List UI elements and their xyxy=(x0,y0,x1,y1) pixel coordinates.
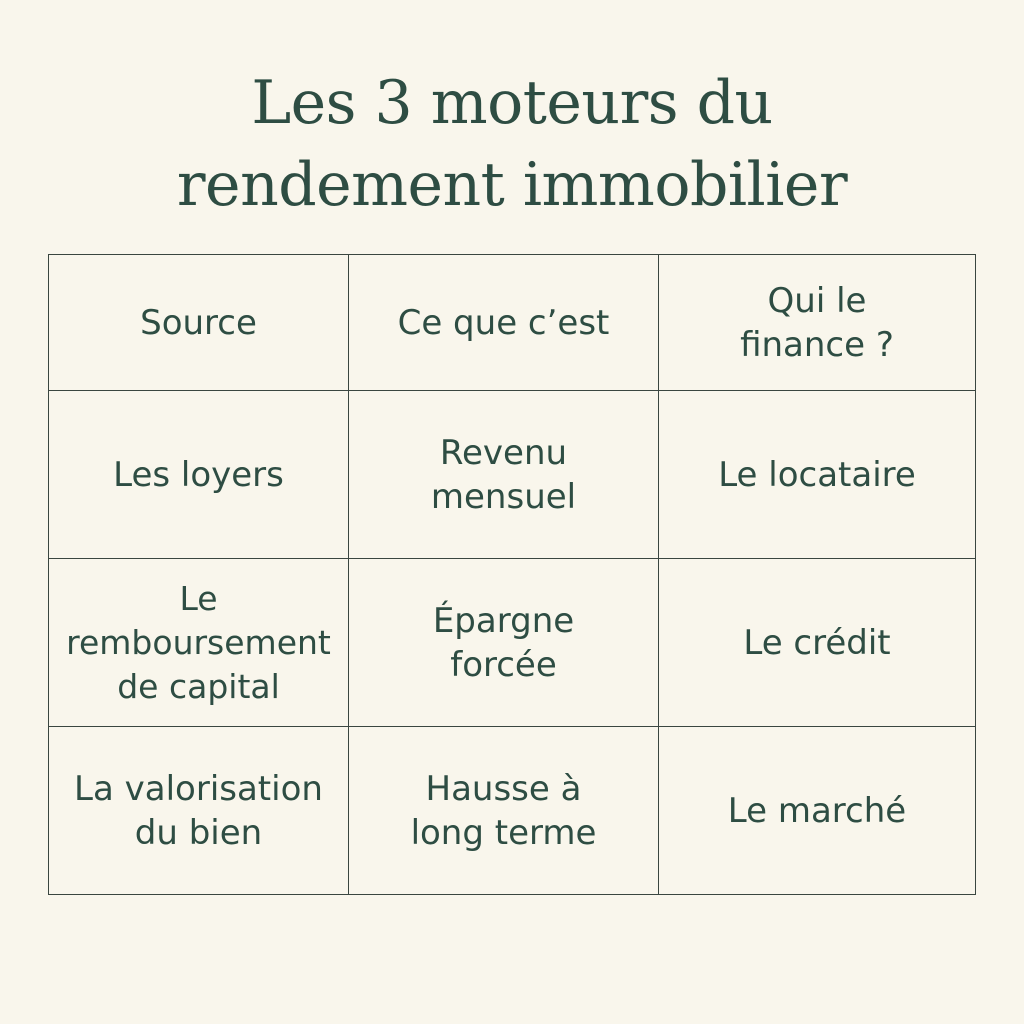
cell-who-finances: Le crédit xyxy=(659,559,976,727)
cell-what-it-is: Revenu mensuel xyxy=(349,391,659,559)
table-header-row xyxy=(49,255,976,391)
cell-who-finances: Le marché xyxy=(659,727,976,895)
cell-source: Le remboursement de capital xyxy=(49,559,349,727)
cell-source: Les loyers xyxy=(49,391,349,559)
cell-what-it-is: Hausse à long terme xyxy=(349,727,659,895)
header-source: Source xyxy=(49,255,349,391)
header-what-it-is: Ce que c’est xyxy=(349,255,659,391)
cell-who-finances: Le locataire xyxy=(659,391,976,559)
table-row xyxy=(49,727,976,895)
header-who-finances: Qui le finance ? xyxy=(659,255,976,391)
yield-drivers-table xyxy=(48,254,976,895)
cell-what-it-is: Épargne forcée xyxy=(349,559,659,727)
title-line-1: Les 3 moteurs du xyxy=(251,68,773,138)
table-row xyxy=(49,559,976,727)
table-row xyxy=(49,391,976,559)
cell-source: La valorisation du bien xyxy=(49,727,349,895)
title-line-2: rendement immobilier xyxy=(176,150,848,220)
page-title xyxy=(0,62,1024,226)
